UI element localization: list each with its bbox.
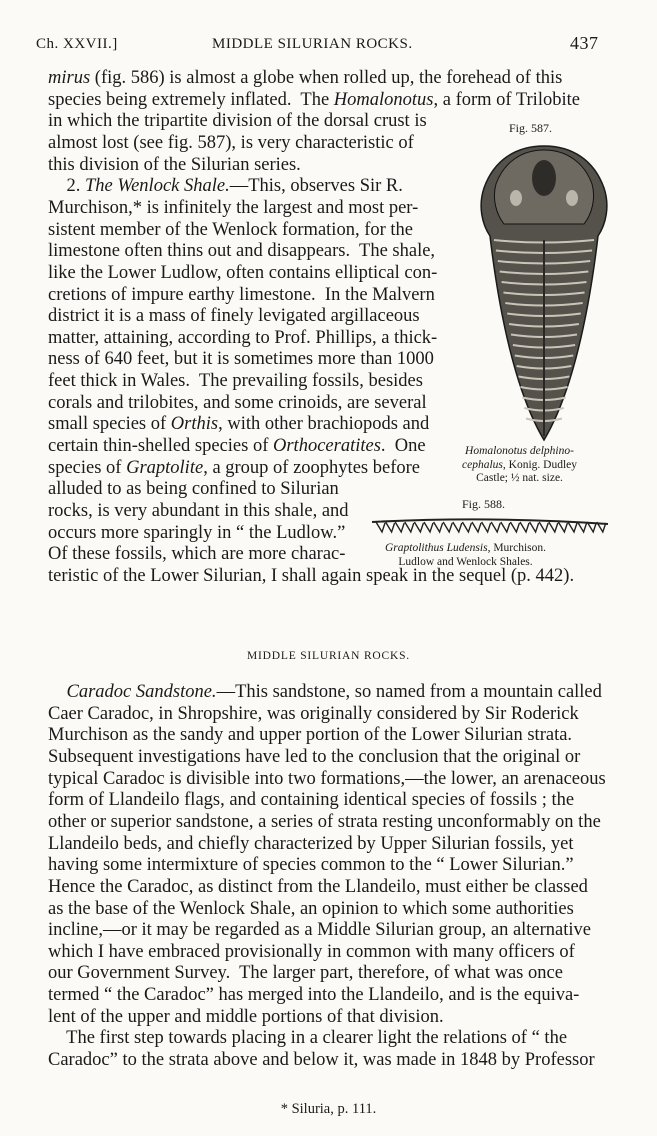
- text-line: [48, 543, 345, 565]
- text-span: having some intermixture of species common to the “ Lower Silurian.”: [48, 855, 574, 876]
- fig-588-caption: [385, 542, 546, 569]
- text-span: , Murchison.: [487, 542, 547, 554]
- text-line: [48, 392, 427, 414]
- italic-span: Orthoceratites: [273, 436, 381, 457]
- text-span: small species of: [48, 414, 171, 435]
- text-span: district it is a mass of finely levigated argillaceous: [48, 306, 420, 327]
- text-line: [48, 240, 435, 262]
- italic-span: Orthis: [170, 414, 219, 435]
- fig-587-label: Fig. 587.: [509, 121, 553, 135]
- text-span: Murchison as the sandy and upper portion of the Lower Silurian strata.: [48, 725, 573, 746]
- text-line: [48, 500, 349, 522]
- text-span: Subsequent investigations have led to the conclusion that the original or: [48, 746, 581, 767]
- text-span: other or superior sandstone, a series of strata resting unconformably on the: [48, 811, 601, 832]
- text-span: Hence the Caradoc, as distinct from the Llandeilo, must either be classed: [48, 876, 588, 897]
- text-span: almost lost (see fig. 587), is very characteristic of: [48, 132, 414, 153]
- text-line: [48, 305, 420, 327]
- text-span: Murchison,* is infinitely the largest and most per-: [48, 197, 419, 218]
- caption-line: [462, 459, 577, 473]
- text-line: [48, 457, 420, 479]
- footnote: * Siluria, p. 111.: [280, 1101, 377, 1117]
- text-line: [48, 854, 574, 876]
- text-span: which I have embraced provisionally in common with many officers of: [48, 941, 575, 962]
- text-span: , with other brachiopods and: [218, 414, 430, 435]
- text-line: [48, 789, 574, 811]
- text-span: like the Lower Ludlow, often contains elliptical con-: [48, 262, 438, 283]
- text-span: Castle; ½ nat. size.: [476, 472, 563, 484]
- italic-span: Graptolite: [126, 457, 204, 478]
- text-line: [48, 67, 562, 89]
- trilobite-figure: [470, 140, 618, 445]
- text-span: alluded to as being confined to Silurian: [48, 479, 339, 500]
- text-line: [48, 132, 414, 154]
- text-span: [48, 682, 67, 702]
- text-span: typical Caradoc is divisible into two formations,—the lower, an arenaceous: [48, 768, 606, 789]
- text-span: feet thick in Wales. The prevailing fossils, besides: [48, 371, 423, 392]
- text-span: species being extremely inflated. The: [48, 89, 334, 110]
- text-span: in which the tripartite division of the dorsal crust is: [48, 111, 427, 132]
- text-span: teristic of the Lower Silurian, I shall again speak in the sequel (p. 442).: [48, 565, 575, 586]
- text-span: Caradoc” to the strata above and below it, was made in 1848 by Professor: [48, 1050, 595, 1071]
- text-line: [48, 703, 579, 725]
- text-line: [48, 962, 563, 984]
- chapter-label: Ch. XXVII.]: [36, 36, 118, 52]
- text-line: [48, 1006, 444, 1028]
- text-line: [48, 478, 339, 500]
- text-span: The first step towards placing in a clearer light the relations of “ the: [48, 1028, 568, 1049]
- italic-span: The Wenlock Shale.: [85, 176, 230, 197]
- text-span: matter, attaining, according to Prof. Phillips, a thick-: [48, 327, 438, 348]
- text-line: [48, 110, 427, 132]
- text-span: corals and trilobites, and some crinoids, are several: [48, 392, 427, 413]
- italic-span: mirus: [48, 68, 91, 88]
- text-line: [48, 898, 574, 920]
- text-span: this division of the Silurian series.: [48, 154, 301, 175]
- text-span: limestone often thins out and disappears. The shale,: [48, 241, 436, 262]
- page-number: 437: [570, 33, 599, 53]
- text-line: [48, 262, 437, 284]
- fig-587-caption: [462, 445, 577, 486]
- text-span: lent of the upper and middle portions of that division.: [48, 1006, 444, 1027]
- text-span: —This, observes Sir R.: [229, 176, 403, 197]
- text-line: [48, 833, 574, 855]
- text-span: occurs more sparingly in “ the Ludlow.”: [48, 522, 346, 543]
- fig-588-label: Fig. 588.: [462, 497, 506, 511]
- text-line: [48, 1027, 567, 1049]
- text-span: Llandeilo beds, and chiefly characterized by Upper Silurian fossils, yet: [48, 833, 574, 854]
- text-line: [48, 154, 301, 176]
- text-line: [48, 435, 426, 457]
- caption-line: [385, 542, 546, 556]
- text-line: [48, 768, 606, 790]
- italic-span: cephalus: [462, 458, 503, 471]
- italic-span: Homalonotus delphino-: [465, 445, 574, 457]
- text-span: incline,—or it may be regarded as a Middle Silurian group, an alternative: [48, 920, 592, 941]
- text-line: [48, 175, 403, 197]
- text-span: 2.: [48, 176, 85, 197]
- text-line: [48, 984, 579, 1006]
- text-span: as the base of the Wenlock Shale, an opinion to which some authorities: [48, 898, 574, 919]
- caption-line: [462, 472, 577, 486]
- text-span: sistent member of the Wenlock formation, for the: [48, 219, 413, 240]
- text-line: [48, 197, 418, 219]
- text-line: [48, 746, 580, 768]
- italic-span: Homalonotus: [333, 89, 434, 110]
- text-span: Caer Caradoc, in Shropshire, was originally considered by Sir Roderick: [48, 703, 579, 724]
- text-line: [48, 919, 591, 941]
- text-span: form of Llandeilo flags, and containing identical species of fossils ; the: [48, 790, 575, 811]
- text-line: [48, 413, 429, 435]
- text-span: cretions of impure earthy limestone. In the Malvern: [48, 284, 435, 305]
- text-line: [48, 876, 588, 898]
- text-line: [48, 327, 437, 349]
- text-span: (fig. 586) is almost a globe when rolled up, the forehead of this: [90, 68, 563, 88]
- text-span: , a form of Trilobite: [433, 89, 580, 110]
- text-span: Ludlow and Wenlock Shales.: [398, 555, 533, 568]
- running-title: MIDDLE SILURIAN ROCKS.: [212, 36, 413, 52]
- text-span: termed “ the Caradoc” has merged into the Llandeilo, and is the equiva-: [48, 985, 580, 1006]
- text-line: [48, 284, 435, 306]
- italic-span: Graptolithus Ludensis: [385, 542, 488, 554]
- text-line: [48, 370, 423, 392]
- text-span: our Government Survey. The larger part, therefore, of what was once: [48, 963, 563, 984]
- italic-span: Caradoc Sandstone.: [66, 682, 217, 702]
- text-line: [48, 941, 575, 963]
- graptolite-figure: [370, 514, 610, 538]
- text-line: [48, 811, 601, 833]
- text-span: rocks, is very abundant in this shale, and: [48, 501, 349, 521]
- text-span: certain thin-shelled species of: [48, 436, 273, 457]
- text-line: [48, 1049, 595, 1071]
- section-heading: MIDDLE SILURIAN ROCKS.: [247, 650, 410, 662]
- text-line: [48, 724, 572, 746]
- text-span: species of: [48, 457, 127, 478]
- text-span: . One: [380, 436, 426, 457]
- text-span: ness of 640 feet, but it is sometimes more than 1000: [48, 349, 434, 370]
- text-span: , a group of zoophytes before: [203, 457, 420, 478]
- text-line: [48, 681, 602, 703]
- caption-line: [385, 556, 546, 570]
- text-line: [48, 348, 434, 370]
- text-span: —This sandstone, so named from a mountain called: [216, 682, 602, 702]
- text-line: [48, 89, 580, 111]
- text-span: , Konig. Dudley: [502, 458, 577, 471]
- text-line: [48, 522, 345, 544]
- text-span: Of these fossils, which are more charac-: [48, 544, 346, 565]
- text-line: [48, 219, 413, 241]
- caption-line: [462, 445, 577, 459]
